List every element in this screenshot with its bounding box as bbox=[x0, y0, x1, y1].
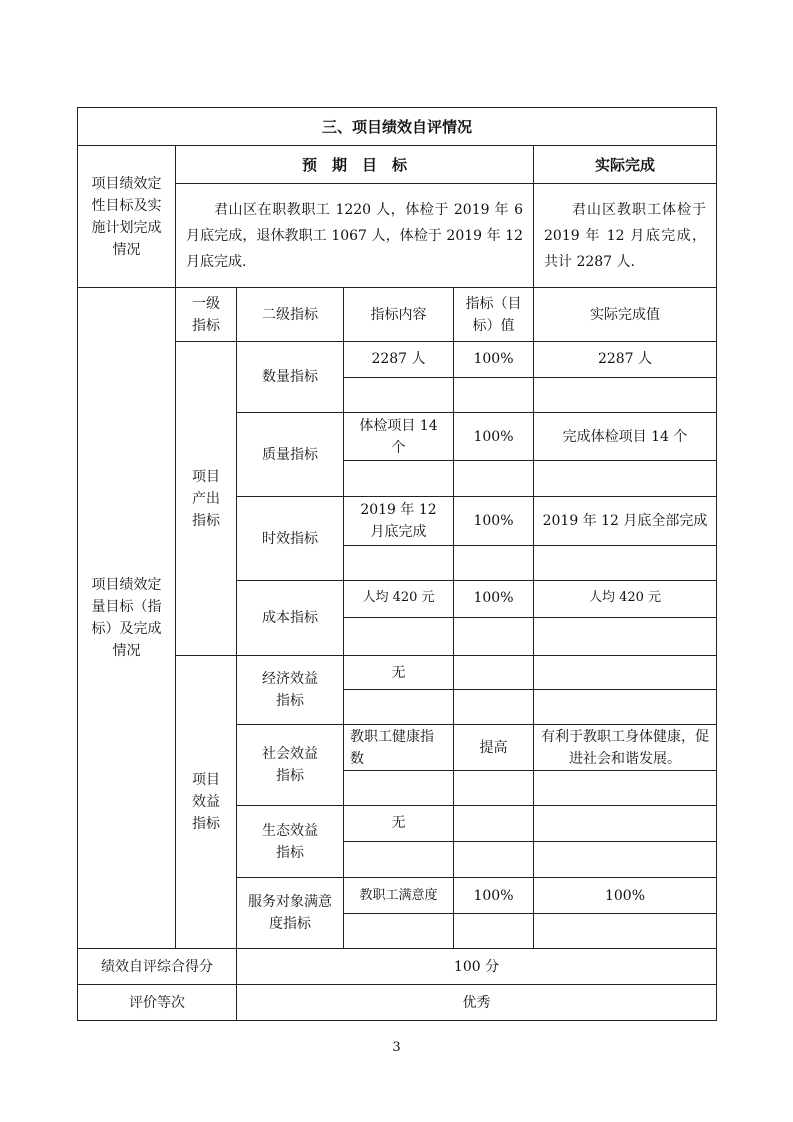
expected-header-text: 预 期 目 标 bbox=[301, 155, 407, 174]
economic-name: 经济效益指标 bbox=[236, 655, 344, 725]
expected-text-cell bbox=[175, 183, 534, 288]
grade-value: 优秀 bbox=[236, 984, 717, 1021]
social-actual: 有利于教职工身体健康，促进社会和谐发展。 bbox=[533, 724, 717, 771]
score-value: 100 分 bbox=[236, 948, 717, 985]
expected-text: 君山区在职教职工 1220 人，体检于 2019 年 6 月底完成，退休教职工 1067 人，体检于 2019 年 12 月底完成. bbox=[186, 201, 523, 270]
economic-blank-target bbox=[453, 689, 534, 725]
quality-actual: 完成体检项目 14 个 bbox=[533, 412, 717, 461]
economic-target bbox=[453, 655, 534, 690]
timeliness-actual: 2019 年 12 月底全部完成 bbox=[533, 496, 717, 546]
ecological-blank-content bbox=[343, 841, 454, 878]
timeliness-name: 时效指标 bbox=[236, 496, 344, 581]
actual-header bbox=[533, 145, 717, 184]
cost-blank-actual bbox=[533, 617, 717, 656]
timeliness-target: 100% bbox=[453, 496, 534, 546]
quantity-blank-target bbox=[453, 377, 534, 413]
actual-text-cell bbox=[533, 183, 717, 288]
quality-name: 质量指标 bbox=[236, 412, 344, 497]
economic-content: 无 bbox=[343, 655, 454, 690]
quantity-name: 数量指标 bbox=[236, 341, 344, 413]
section-title bbox=[77, 107, 717, 146]
cost-blank-target bbox=[453, 617, 534, 656]
quantitative-label-text: 项目绩效定量目标（指标）及完成情况 bbox=[91, 577, 162, 659]
quantity-content: 2287 人 bbox=[343, 341, 454, 378]
satisfaction-name: 服务对象满意度指标 bbox=[236, 877, 344, 949]
timeliness-content: 2019 年 12 月底完成 bbox=[343, 496, 454, 546]
social-blank-target bbox=[453, 770, 534, 806]
cost-name: 成本指标 bbox=[236, 580, 344, 656]
ecological-actual bbox=[533, 805, 717, 842]
satisfaction-content: 教职工满意度 bbox=[343, 877, 454, 914]
timeliness-blank-target bbox=[453, 545, 534, 581]
economic-actual bbox=[533, 655, 717, 690]
ecological-name: 生态效益指标 bbox=[236, 805, 344, 878]
satisfaction-actual: 100% bbox=[533, 877, 717, 914]
grade-label: 评价等次 bbox=[77, 984, 237, 1021]
quantity-blank-content bbox=[343, 377, 454, 413]
cost-blank-content bbox=[343, 617, 454, 656]
header-content: 指标内容 bbox=[343, 287, 454, 342]
actual-header-text: 实际完成 bbox=[594, 155, 655, 174]
output-group-label: 项目产出指标 bbox=[175, 341, 237, 656]
qualitative-label bbox=[77, 145, 176, 288]
header-actual: 实际完成值 bbox=[533, 287, 717, 342]
quantitative-label bbox=[77, 287, 176, 949]
timeliness-blank-actual bbox=[533, 545, 717, 581]
score-label: 绩效自评综合得分 bbox=[77, 948, 237, 985]
satisfaction-blank-target bbox=[453, 913, 534, 949]
satisfaction-target: 100% bbox=[453, 877, 534, 914]
ecological-target bbox=[453, 805, 534, 842]
timeliness-blank-content bbox=[343, 545, 454, 581]
social-target: 提高 bbox=[453, 724, 534, 771]
header-level1: 一级指标 bbox=[175, 287, 237, 342]
quantity-actual: 2287 人 bbox=[533, 341, 717, 378]
qualitative-label-text: 项目绩效定性目标及实施计划完成情况 bbox=[91, 175, 162, 258]
ecological-blank-actual bbox=[533, 841, 717, 878]
quantity-target: 100% bbox=[453, 341, 534, 378]
social-content: 教职工健康指数 bbox=[343, 724, 454, 771]
social-blank-content bbox=[343, 770, 454, 806]
section-title-text: 三、项目绩效自评情况 bbox=[321, 117, 472, 136]
quality-blank-content bbox=[343, 460, 454, 497]
satisfaction-blank-content bbox=[343, 913, 454, 949]
economic-blank-actual bbox=[533, 689, 717, 725]
cost-content: 人均 420 元 bbox=[343, 580, 454, 618]
satisfaction-blank-actual bbox=[533, 913, 717, 949]
expected-header bbox=[175, 145, 534, 184]
cost-actual: 人均 420 元 bbox=[533, 580, 717, 618]
actual-text: 君山区教职工体检于 2019 年 12 月底完成，共计 2287 人. bbox=[544, 201, 706, 270]
social-blank-actual bbox=[533, 770, 717, 806]
quantity-blank-actual bbox=[533, 377, 717, 413]
cost-target: 100% bbox=[453, 580, 534, 618]
quality-blank-actual bbox=[533, 460, 717, 497]
ecological-content: 无 bbox=[343, 805, 454, 842]
header-target: 指标（目标）值 bbox=[453, 287, 534, 342]
ecological-blank-target bbox=[453, 841, 534, 878]
quality-content: 体检项目 14 个 bbox=[343, 412, 454, 461]
benefit-group-label: 项目效益指标 bbox=[175, 655, 237, 949]
quality-blank-target bbox=[453, 460, 534, 497]
social-name: 社会效益指标 bbox=[236, 724, 344, 806]
header-level2: 二级指标 bbox=[236, 287, 344, 342]
page-number: 3 bbox=[392, 1040, 401, 1055]
quality-target: 100% bbox=[453, 412, 534, 461]
economic-blank-content bbox=[343, 689, 454, 725]
